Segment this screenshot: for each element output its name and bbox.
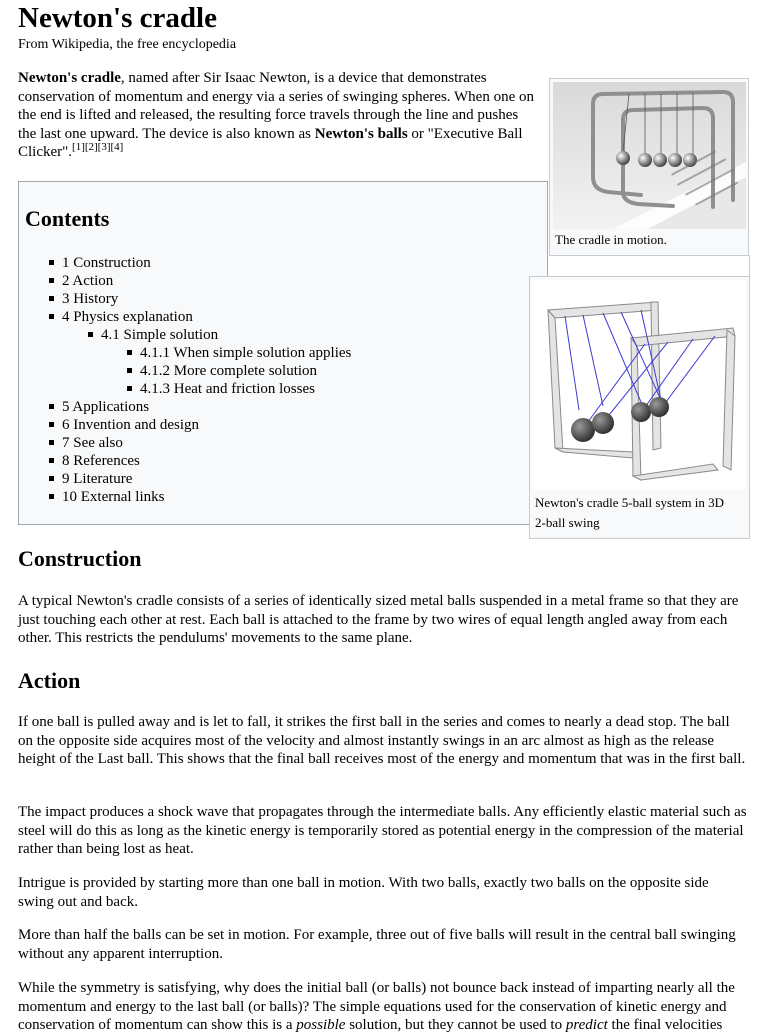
- figure-frame-edge: [529, 255, 750, 276]
- bullet-icon: [127, 386, 132, 391]
- bullet-icon: [49, 422, 54, 427]
- action-paragraph-3: Intrigue is provided by starting more than one ball in motion. With two balls, exactly two balls on the opposite side swing out and back.: [18, 875, 709, 910]
- page-subtitle: From Wikipedia, the free encyclopedia: [18, 37, 237, 52]
- toc-item-action[interactable]: 2 Action: [49, 272, 113, 290]
- bullet-icon: [49, 458, 54, 463]
- cradle-3d-image[interactable]: [533, 280, 746, 490]
- toc-item-when-simple-solution-applies[interactable]: 4.1.1 When simple solution applies: [127, 344, 351, 362]
- table-of-contents: [18, 181, 548, 525]
- intro-text-end: or "Executive Ball Clicker".: [18, 125, 523, 160]
- action-paragraph-1: If one ball is pulled away and is let to fall, it strikes the first ball in the series and comes to nearly a dead stop. The ball on the opposite side acquires most of the velocity and almost instantly swings in an arc almost as high as the release height of the Last ball. This shows that the final ball receives most of the energy and momentum that was in the first ball.: [18, 714, 746, 767]
- section-heading-action: Action: [18, 668, 81, 693]
- construction-paragraph: A typical Newton's cradle consists of a series of identically sized metal balls suspended in a metal frame so that they are just touching each other at rest. Each ball is attached to the frame by two wires of equal length angled away from each other. This restricts the pendulums' movements to the same plane.: [18, 593, 739, 646]
- intro-paragraph: [18, 69, 538, 162]
- bullet-icon: [127, 350, 132, 355]
- toc-item-heat-and-friction-losses[interactable]: 4.1.3 Heat and friction losses: [127, 380, 315, 398]
- bullet-icon: [49, 278, 54, 283]
- toc-item-more-complete-solution[interactable]: 4.1.2 More complete solution: [127, 362, 317, 380]
- toc-item-see-also[interactable]: 7 See also: [49, 434, 123, 452]
- bullet-icon: [88, 332, 93, 337]
- toc-item-physics-explanation[interactable]: 4 Physics explanation: [49, 308, 193, 326]
- action-paragraph-2: The impact produces a shock wave that propagates through the intermediate balls. Any efficiently elastic material such as steel will do this as long as the kinetic energy is temporarily stored as potential energy in the compression of the material rather than being lost as heat.: [18, 804, 747, 857]
- cradle-photo-image[interactable]: [553, 82, 746, 229]
- bullet-icon: [49, 440, 54, 445]
- figure-cradle-photo: [549, 78, 749, 256]
- bullet-icon: [49, 314, 54, 319]
- figure-cradle-3d: [529, 276, 750, 539]
- toc-item-simple-solution[interactable]: 4.1 Simple solution: [88, 326, 218, 344]
- figure-3d-caption: Newton's cradle 5-ball system in 3D 2-ball swing: [535, 495, 724, 530]
- bullet-icon: [49, 476, 54, 481]
- action-paragraph-5: While the symmetry is satisfying, why does the initial ball (or balls) not bounce back instead of imparting nearly all the momentum and energy to the last ball (or balls)? The simple equations used for the conservation of kinetic energy and conservation of momentum can show this is a possible solution, but they cannot be used to predict the final velocities: [18, 980, 735, 1033]
- toc-item-history[interactable]: 3 History: [49, 290, 118, 308]
- toc-item-literature[interactable]: 9 Literature: [49, 470, 132, 488]
- intro-bold-term: Newton's cradle: [18, 70, 121, 86]
- toc-item-references[interactable]: 8 References: [49, 452, 140, 470]
- bullet-icon: [49, 260, 54, 265]
- bullet-icon: [49, 404, 54, 409]
- intro-text: , named after Sir Isaac Newton, is a device that demonstrates conservation of momentum and energy via a series of swinging spheres. When one on the end is lifted and released, the resulting force travels through the line and pushes the last one upward. The device is also known as: [18, 70, 534, 142]
- section-heading-construction: Construction: [18, 546, 142, 571]
- toc-item-external-links[interactable]: 10 External links: [49, 488, 164, 506]
- figure-cradle-caption: The cradle in motion.: [555, 232, 667, 247]
- page-title: Newton's cradle: [18, 2, 217, 34]
- toc-item-applications[interactable]: 5 Applications: [49, 398, 149, 416]
- toc-item-invention-and-design[interactable]: 6 Invention and design: [49, 416, 199, 434]
- reference-links[interactable]: [1][2][3][4]: [72, 141, 124, 153]
- action-paragraph-4: More than half the balls can be set in motion. For example, three out of five balls will result in the central ball swinging without any apparent interruption.: [18, 927, 736, 962]
- bullet-icon: [49, 494, 54, 499]
- bullet-icon: [49, 296, 54, 301]
- intro-bold-alias: Newton's balls: [314, 125, 408, 142]
- bullet-icon: [127, 368, 132, 373]
- toc-item-construction[interactable]: 1 Construction: [49, 254, 151, 272]
- toc-heading: Contents: [25, 206, 110, 231]
